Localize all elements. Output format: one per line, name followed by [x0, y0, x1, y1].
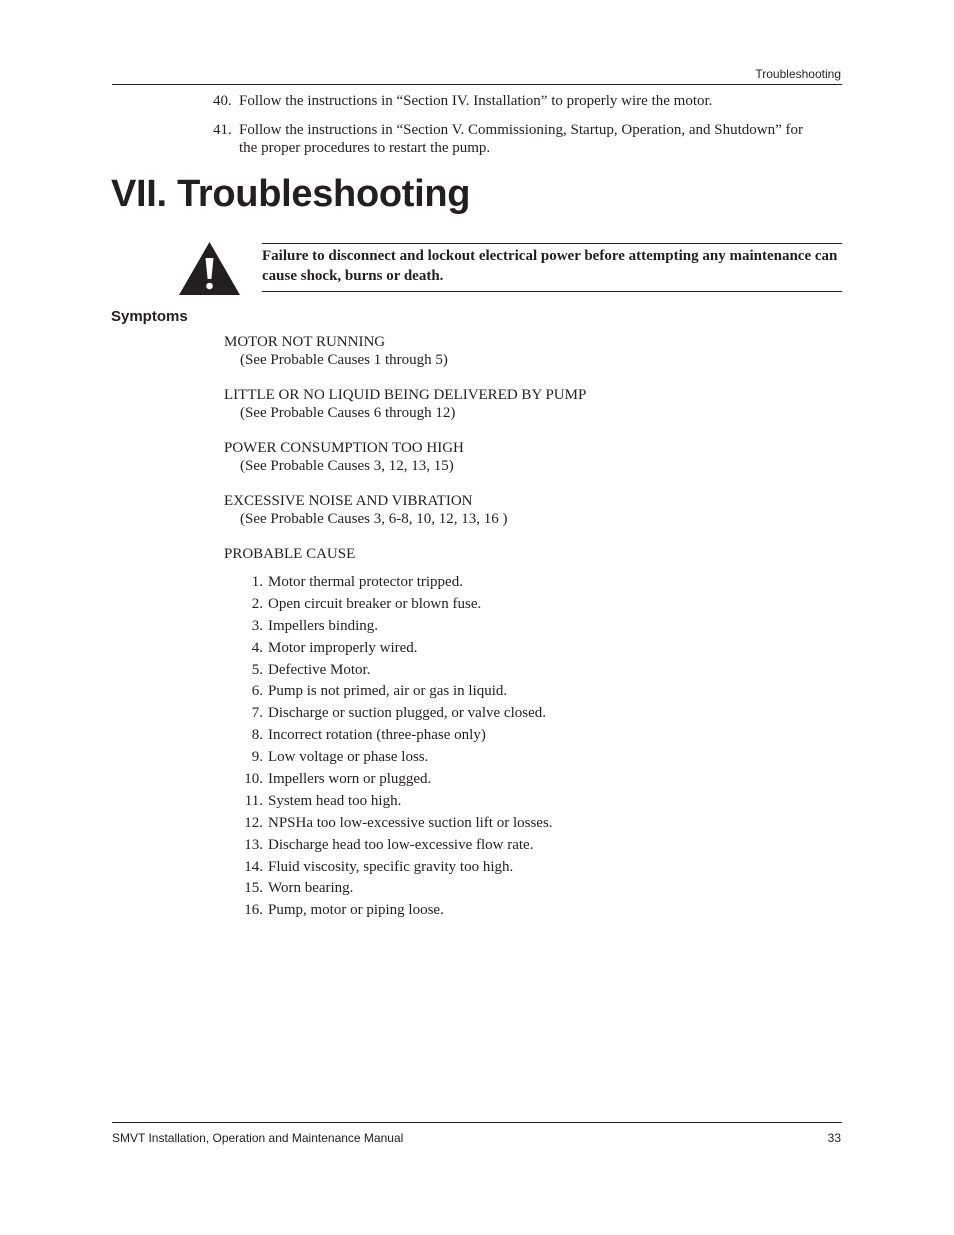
symptom-ref: (See Probable Causes 1 through 5) — [240, 351, 448, 368]
cause-number: 6. — [251, 683, 263, 700]
symptom-title: LITTLE OR NO LIQUID BEING DELIVERED BY PUMP — [224, 387, 587, 403]
footer-manual-title: SMVT Installation, Operation and Maintenance Manual — [112, 1131, 404, 1145]
symptom-ref: (See Probable Causes 6 through 12) — [240, 404, 456, 421]
running-head: Troubleshooting — [755, 67, 841, 81]
cause-item — [232, 792, 553, 814]
cause-item — [232, 748, 553, 770]
cause-item — [232, 573, 553, 595]
cause-text: Discharge head too low-excessive flow rate. — [268, 836, 534, 853]
symptom-title: POWER CONSUMPTION TOO HIGH — [224, 440, 464, 456]
warning-text: Failure to disconnect and lockout electrical power before attempting any maintenance can cause shock, burns or death. — [262, 248, 838, 284]
header-rule — [112, 84, 842, 85]
cause-text: Impellers binding. — [268, 617, 378, 634]
warning-bottom-rule — [262, 291, 842, 292]
cause-item — [232, 639, 553, 661]
cause-number: 11. — [244, 792, 263, 809]
cause-text: Worn bearing. — [268, 880, 354, 897]
cause-number: 8. — [251, 727, 263, 744]
page-number: 33 — [827, 1131, 841, 1145]
cause-item — [232, 726, 553, 748]
cause-text: Fluid viscosity, specific gravity too high. — [268, 858, 514, 875]
cause-number: 12. — [244, 814, 263, 831]
cause-text: Pump is not primed, air or gas in liquid. — [268, 683, 508, 700]
cause-text: Pump, motor or piping loose. — [268, 902, 444, 919]
footer-rule — [112, 1122, 842, 1123]
symptom-title: MOTOR NOT RUNNING — [224, 334, 386, 350]
cause-item — [232, 814, 553, 836]
cause-number: 10. — [244, 771, 263, 788]
probable-cause-list — [232, 573, 553, 923]
cause-number: 9. — [251, 749, 263, 766]
cause-text: Discharge or suction plugged, or valve closed. — [268, 705, 546, 722]
step-item — [213, 92, 803, 110]
cause-text: Motor thermal protector tripped. — [268, 574, 463, 590]
cause-text: System head too high. — [268, 792, 402, 809]
cause-text: Impellers worn or plugged. — [268, 771, 432, 788]
cause-item — [232, 770, 553, 792]
cause-number: 16. — [244, 902, 263, 919]
cause-item — [232, 704, 553, 726]
symptom-item — [224, 387, 586, 422]
symptom-ref: (See Probable Causes 3, 12, 13, 15) — [240, 457, 454, 474]
symptom-item — [224, 440, 464, 475]
cause-item — [232, 879, 553, 901]
cause-text: Motor improperly wired. — [268, 639, 418, 656]
cause-text: Low voltage or phase loss. — [268, 749, 429, 766]
cause-item — [232, 682, 553, 704]
section-title: VII. Troubleshooting — [111, 173, 471, 215]
step-number: 40. — [213, 93, 232, 109]
probable-cause-heading: PROBABLE CAUSE — [224, 546, 356, 562]
cause-number: 1. — [251, 574, 263, 590]
cause-item — [232, 595, 553, 617]
cause-number: 3. — [251, 617, 263, 634]
cause-number: 4. — [251, 639, 263, 656]
cause-item — [232, 617, 553, 639]
cause-number: 7. — [251, 705, 263, 722]
cause-text: Open circuit breaker or blown fuse. — [268, 595, 482, 612]
cause-item — [232, 858, 553, 880]
warning-top-rule — [262, 243, 842, 244]
cause-item — [232, 836, 553, 858]
symptom-item — [224, 334, 448, 369]
step-list — [213, 92, 803, 168]
cause-item — [232, 901, 553, 923]
cause-text: NPSHa too low-excessive suction lift or losses. — [268, 814, 553, 831]
cause-text: Defective Motor. — [268, 661, 371, 678]
symptom-ref: (See Probable Causes 3, 6-8, 10, 12, 13, 16 ) — [240, 510, 508, 527]
cause-number: 14. — [244, 858, 263, 875]
step-text: Follow the instructions in “Section V. Commissioning, Startup, Operation, and Shutdown” for the proper procedures to restart the pump. — [239, 122, 804, 156]
cause-number: 15. — [244, 880, 263, 897]
warning-triangle-icon — [179, 242, 240, 295]
step-number: 41. — [213, 122, 232, 138]
symptom-item — [224, 493, 507, 528]
cause-text: Incorrect rotation (three-phase only) — [268, 727, 486, 744]
symptom-title: EXCESSIVE NOISE AND VIBRATION — [224, 493, 473, 509]
cause-number: 5. — [251, 661, 263, 678]
cause-item — [232, 661, 553, 683]
cause-number: 2. — [251, 595, 263, 612]
symptoms-heading: Symptoms — [111, 308, 188, 325]
step-text: Follow the instructions in “Section IV. Installation” to properly wire the motor. — [239, 93, 713, 109]
step-item — [213, 121, 803, 157]
cause-number: 13. — [244, 836, 263, 853]
